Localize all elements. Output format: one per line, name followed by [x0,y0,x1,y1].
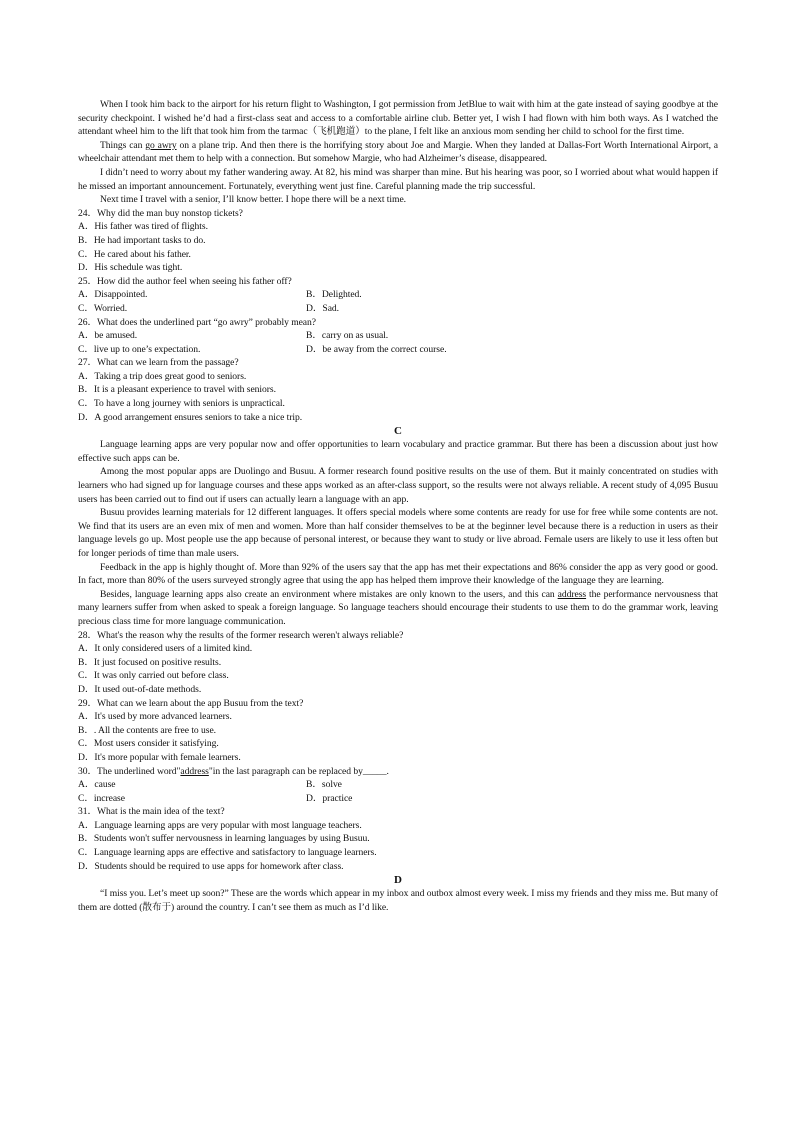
underlined-phrase-go-awry: go awry [145,139,177,151]
question-24-option-b: B．He had important tasks to do. [78,234,206,246]
question-31-option-a: A．Language learning apps are very popular with most language teachers. [78,819,362,831]
question-25-option-b: B．Delighted. [306,289,362,301]
text-span: on a plane trip. And then there is the horrifying story about Joe and Margie. When they landed at Dallas-Fort Worth International Airport, a wheelchair attendant met them to help with a connection. But somehow Margie, who had Alzheimer’s disease, disappeared. [78,139,718,165]
passage-c-paragraph-5 [78,588,718,629]
question-30-option-c: C．increase [78,792,125,804]
question-26-options-row-1 [78,329,718,343]
question-28-option-a: A．It only considered users of a limited kind. [78,643,253,655]
passage-c-paragraph-4: Feedback in the app is highly thought of. More than 92% of the users say that the app has met their expectations and 86% consider the app as very good or good. In fact, more than 80% of the users surveyed strongly agree that using the app has helped them improve their knowledge of the language they are learning. [78,561,718,587]
question-29-option-d: D．It's more popular with female learners. [78,751,241,763]
text-span: the performance nervousness that many learners suffer from when asked to speak a foreign language. So language teachers should encourage their students to use them to do the grammar work, leaving precious class time for more language communication. [78,588,718,627]
passage-b-paragraph-2 [78,139,718,166]
section-c-heading: C [394,425,402,438]
question-30-option-d: D．practice [306,792,353,804]
page-content [78,98,718,914]
question-24-option-c: C．He cared about his father. [78,248,191,260]
question-29-option-a: A．It's used by more advanced learners. [78,711,232,723]
question-27-stem: 27．What can we learn from the passage? [78,357,239,369]
question-26-option-c: C．live up to one’s expectation. [78,343,201,355]
text-span: 30．The underlined word" [78,765,181,777]
underlined-word-address: address [557,588,587,600]
question-26-option-a: A．be amused. [78,330,138,342]
passage-b-paragraph-4: Next time I travel with a senior, I’ll know better. I hope there will be a next time. [100,194,407,206]
question-30-option-a: A．cause [78,779,116,791]
question-31-option-c: C．Language learning apps are effective and satisfactory to language learners. [78,847,377,859]
question-26-options-row-2 [78,343,718,357]
question-25-option-d: D．Sad. [306,302,340,314]
question-25-stem: 25．How did the author feel when seeing his father off? [78,275,292,287]
question-27-option-d: D．A good arrangement ensures seniors to take a nice trip. [78,411,303,423]
passage-d-paragraph-1: “I miss you. Let’s meet up soon?” These are the words which appear in my inbox and outbox almost every week. I miss my friends and they miss me. But many of them are dotted (散布于) around the country. I can’t see them as much as I’d like. [78,888,718,913]
question-25-option-a: A．Disappointed. [78,289,148,301]
passage-b-paragraph-1: When I took him back to the airport for his return flight to Washington, I got permission from JetBlue to wait with him at the gate instead of saying goodbye at the security checkpoint. I wished he’d had a first-class seat and access to a comfortable airline club. Better yet, I wish I had flown with him both ways. As I watched the attendant wheel him to the lift that took him from the tarmac（飞机跑道）to the plane, I felt like an anxious mom sending her child to school for the first time. [78,99,718,138]
question-28-stem: 28．What's the reason why the results of the former research weren't always reliable? [78,629,404,641]
question-31-option-b: B．Students won't suffer nervousness in learning languages by using Busuu. [78,833,370,845]
question-24-option-d: D．His schedule was tight. [78,262,183,274]
question-25-options-row-2 [78,302,718,316]
passage-b-paragraph-3: I didn’t need to worry about my father wandering away. At 82, his mind was sharper than mine. But his hearing was poor, so I worried about what would happen if he missed an important announcement. Fortunately, everything went just fine. Careful planning made the trip successful. [78,166,718,192]
passage-c-paragraph-1: Language learning apps are very popular now and offer opportunities to learn vocabulary and practice grammar. But there has been a discussion about just how effective such apps can be. [78,439,718,464]
question-30-stem [78,765,718,779]
question-29-option-c: C．Most users consider it satisfying. [78,738,219,750]
text-span: Besides, language learning apps also create an environment where mistakes are only known to the users, and this can [100,588,558,600]
question-27-option-b: B．It is a pleasant experience to travel with seniors. [78,384,276,396]
question-31-option-d: D．Students should be required to use apps for homework after class. [78,860,344,872]
question-26-stem: 26．What does the underlined part “go awry” probably mean? [78,316,316,328]
question-31-stem: 31．What is the main idea of the text? [78,806,225,818]
text-span: Things can [100,139,146,151]
question-29-stem: 29．What can we learn about the app Busuu from the text? [78,697,304,709]
underlined-word-address: address [180,765,209,777]
question-24-stem: 24．Why did the man buy nonstop tickets? [78,207,243,219]
question-28-option-b: B．It just focused on positive results. [78,656,222,668]
question-29-option-b: B．. All the contents are free to use. [78,724,217,736]
question-27-option-a: A．Taking a trip does great good to seniors. [78,370,247,382]
question-28-option-c: C．It was only carried out before class. [78,670,229,682]
question-26-option-d: D．be away from the correct course. [306,343,447,355]
question-30-options-row-2 [78,792,718,806]
text-span: "in the last paragraph can be replaced by_____. [208,765,389,777]
passage-c-paragraph-3: Busuu provides learning materials for 12 different languages. It offers special models where some contents are ready for use for free while some contents are not. We find that its users are an even mix of men and women. More than half consider themselves to be at the beginner level because there is a reduction in users as their language levels go up. Most people use the app because of personal interest, or because they want to study or live abroad. Female users are likely to use it less often but for longer periods of time than male users. [78,507,718,559]
passage-c-paragraph-2: Among the most popular apps are Duolingo and Busuu. A former research found positive results on the use of them. But it mainly concentrated on studies with learners who had signed up for language courses and these apps worked as an after-class support, so the results were not always reliable. A recent study of 4,095 Busuu users has been carried out to find out if users can actually learn a language with an app. [78,466,718,505]
question-28-option-d: D．It used out-of-date methods. [78,683,202,695]
question-30-options-row-1 [78,778,718,792]
question-30-option-b: B．solve [306,779,342,791]
question-24-option-a: A．His father was tired of flights. [78,221,208,233]
question-27-option-c: C．To have a long journey with seniors is unpractical. [78,398,285,410]
question-25-options-row-1 [78,288,718,302]
question-26-option-b: B．carry on as usual. [306,330,389,342]
section-d-heading: D [394,874,402,887]
question-25-option-c: C．Worried. [78,302,128,314]
